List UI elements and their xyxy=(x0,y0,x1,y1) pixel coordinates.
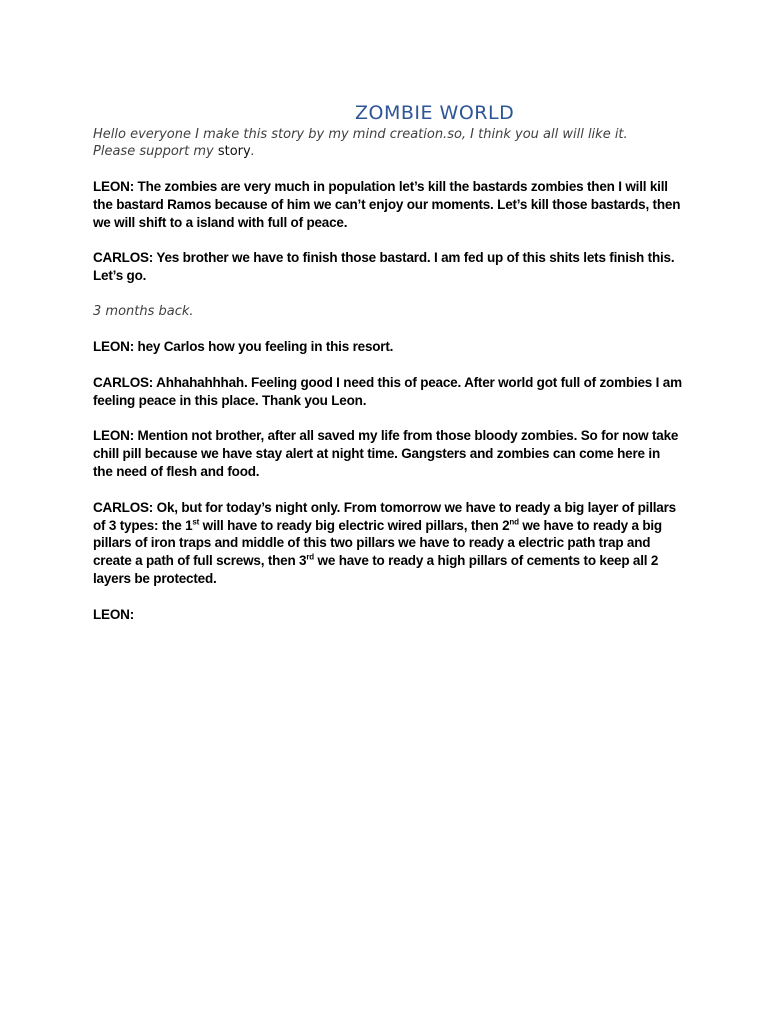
paragraph-carlos-3-part-a: CARLOS: Ok, but for today’s night only. From tomorrow we have to ready a big layer of pillars of 3 types: the 1 xyxy=(93,499,676,533)
paragraph-leon-3: LEON: Mention not brother, after all saved my life from those bloody zombies. So for now take chill pill because we have stay alert at night time. Gangsters and zombies can come here in the need of flesh and food. xyxy=(93,428,679,479)
intro-line-2-plain: story xyxy=(217,144,251,159)
paragraph-carlos-2: CARLOS: Ahhahahhhah. Feeling good I need this of peace. After world got full of zombies I am feeling peace in this place. Thank you Leon. xyxy=(93,374,682,408)
paragraph-carlos-3 xyxy=(93,499,683,588)
document-body xyxy=(93,100,683,624)
paragraph-carlos-3-part-d: we have to ready a high pillars of cements to keep all 2 layers be protected. xyxy=(93,553,659,586)
intro-text xyxy=(93,126,683,160)
paragraph-carlos-1: CARLOS: Yes brother we have to finish those bastard. I am fed up of this shits lets finish this. Let’s go. xyxy=(93,250,675,284)
superscript-st: st xyxy=(192,517,200,527)
intro-line-1: Hello everyone I make this story by my mind creation.so, I think you all will like it. xyxy=(93,127,628,142)
intro-line-2-end: . xyxy=(250,144,255,159)
document-title: ZOMBIE WORLD xyxy=(355,102,515,124)
paragraph-leon-1: LEON: The zombies are very much in population let’s kill the bastards zombies then I will kill the bastard Ramos because of him we can’t enjoy our moments. Let’s kill those bastards, then we will shift to a island with full of peace. xyxy=(93,179,681,230)
intro-line-2 xyxy=(93,143,683,160)
superscript-rd: rd xyxy=(306,552,314,562)
paragraph-carlos-3-part-c: we have to ready a big pillars of iron traps and middle of this two pillars we have to ready a electric path trap and create a path of full screws, then 3 xyxy=(93,517,662,569)
intro-line-2-italic: Please support my xyxy=(93,144,218,159)
time-note: 3 months back. xyxy=(93,303,194,319)
paragraph-leon-2: LEON: hey Carlos how you feeling in this resort. xyxy=(93,338,394,354)
superscript-nd: nd xyxy=(509,517,519,527)
paragraph-carlos-3-part-b: will have to ready big electric wired pillars, then 2 xyxy=(199,517,510,533)
paragraph-leon-4: LEON: xyxy=(93,606,134,622)
